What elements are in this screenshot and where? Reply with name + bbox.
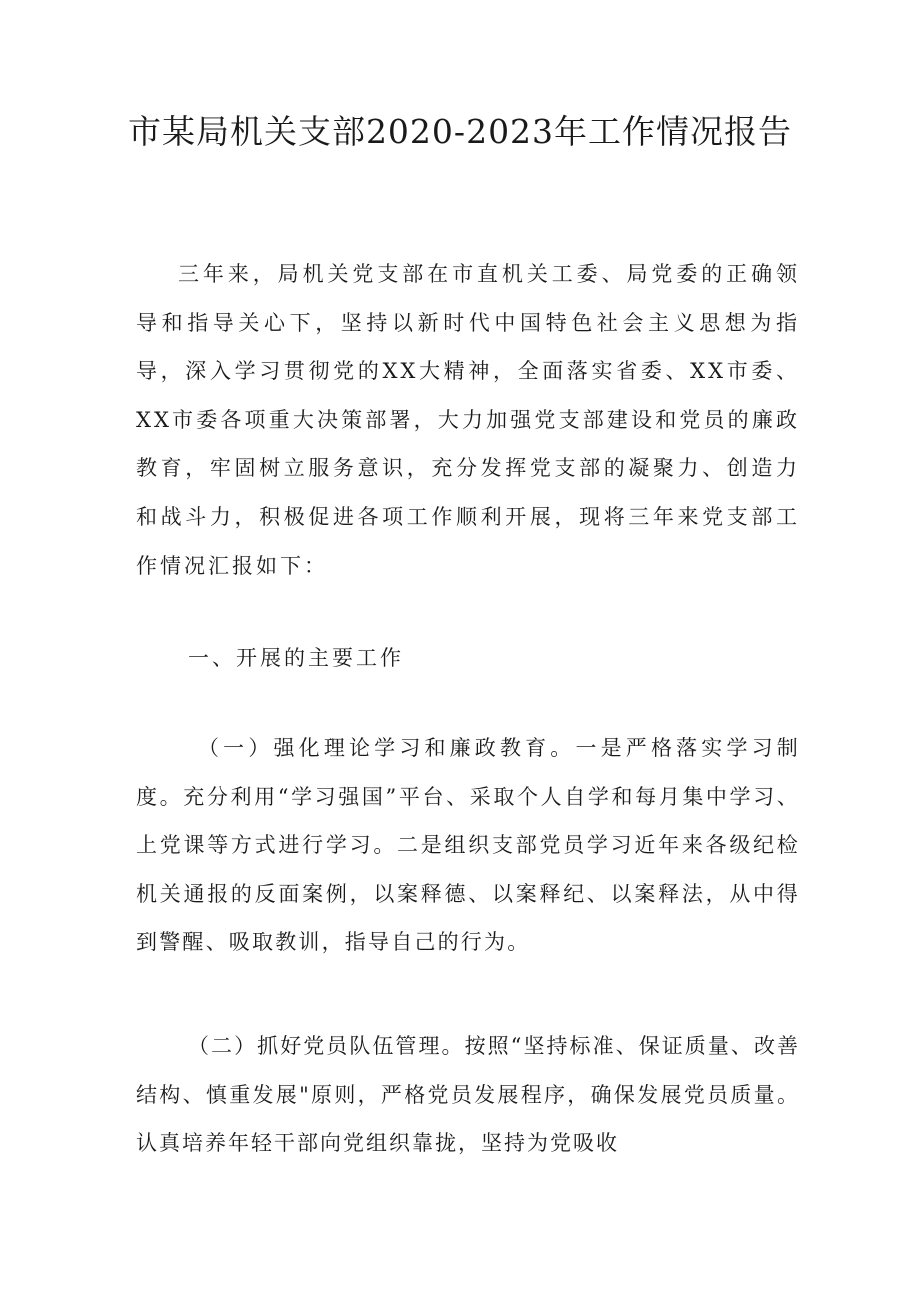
document-title: 市某局机关支部2020-2023年工作情况报告 — [127, 112, 793, 151]
body-paragraph-1: （一）强化理论学习和廉政教育。一是严格落实学习制度。充分利用“学习强国”平台、采取个人自学和每月集中学习、上党课等方式进行学习。二是组织支部党员学习近年来各级纪检机关通报的反面案例，以案释德、以案释纪、以案释法，从中得到警醒、吸取教训，指导自己的行为。 — [136, 736, 800, 955]
body-paragraph-2: （二）抓好党员队伍管理。按照“坚持标准、保证质量、改善结构、慎重发展"原则，严格党员发展程序，确保发展党员质量。认真培养年轻干部向党组织靠拢，坚持为党吸收 — [136, 1034, 800, 1156]
section-heading: 一、开展的主要工作 — [188, 646, 404, 670]
intro-paragraph: 三年来，局机关党支部在市直机关工委、局党委的正确领导和指导关心下，坚持以新时代中国特色社会主义思想为指导，深入学习贯彻党的XX大精神，全面落实省委、XX市委、XX市委各项重大决策部署，大力加强党支部建设和党员的廉政教育，牢固树立服务意识，充分发挥党支部的凝聚力、创造力和战斗力，积极促进各项工作顺利开展，现将三年来党支部工作情况汇报如下： — [136, 262, 800, 578]
